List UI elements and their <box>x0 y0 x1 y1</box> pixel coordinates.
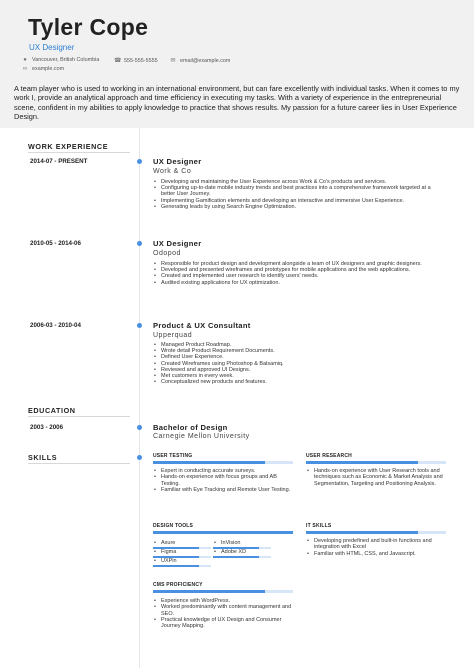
list-item: • Managed Product Roadmap. <box>153 342 443 348</box>
list-item: • Implementing Gamification elements and developing an interactive and immersive User Experience. <box>153 198 443 204</box>
list-item: • Created Wireframes using Photoshop & Balsamiq. <box>153 361 443 367</box>
list-item: • Met customers in every week. <box>153 373 443 379</box>
phone-icon: ☎ <box>114 58 122 64</box>
tool-name: • UXPin <box>153 558 177 564</box>
job-dates: 2006-03 - 2010-04 <box>30 322 81 329</box>
skill-heading-it-skills: IT SKILLS <box>306 523 332 529</box>
education-school: Carnegie Mellon University <box>153 433 250 440</box>
job-dates: 2010-05 - 2014-06 <box>30 240 81 247</box>
list-item: • Responsible for product design and development alongside a team of UX designers and graphic designers. <box>153 261 443 267</box>
tool-level-bar <box>153 565 211 567</box>
skill-level-bar <box>153 531 293 534</box>
skill-bullets <box>153 468 295 493</box>
list-item: • Developing predefined and built-in functions and integration with Excel <box>306 538 446 551</box>
timeline-dot <box>137 455 142 460</box>
tool-name: • Adobe XD <box>213 549 246 555</box>
list-item: • Wrote detail Product Requirement Documents. <box>153 348 443 354</box>
candidate-name: Tyler Cope <box>28 14 149 40</box>
education-degree: Bachelor of Design <box>153 423 228 432</box>
list-item: • Hands-on experience with focus groups and AB Testing. <box>153 474 295 487</box>
timeline-line <box>139 128 140 668</box>
skill-level-bar <box>153 590 293 593</box>
skill-level-bar <box>153 461 293 464</box>
skill-level-bar <box>306 461 446 464</box>
section-divider <box>28 416 130 417</box>
list-item: • Developing and maintaining the User Experience across Work & Co's products and services. <box>153 179 443 185</box>
skill-heading-design-tools: DESIGN TOOLS <box>153 523 194 529</box>
resume-header <box>0 0 474 128</box>
email-icon: ✉ <box>170 58 176 64</box>
section-divider <box>28 152 130 153</box>
tool-level-bar <box>213 556 271 558</box>
skill-bullets <box>306 538 446 557</box>
tool-level-fill <box>213 556 259 558</box>
job-bullets <box>153 179 443 210</box>
section-title-work: WORK EXPERIENCE <box>28 142 109 151</box>
professional-summary: A team player who is used to working in an international environment, but can fare excellently with individual tasks. When it comes to my work I, provide an analytical approach and time efficiency in executing my tasks. With a variety of experience in the entrepreneurial scene, confident in my abilities to apply knowledge to practice that shows results. My passion for a future career lies in User Experience Design. <box>14 84 460 121</box>
skill-level-bar <box>306 531 446 534</box>
list-item: • Configuring up-to-date mobile industry trends and best practices into a comprehensive framework targeted at a better User Journey. <box>153 185 443 197</box>
list-item: • Hands-on experience with User Research tools and techniques such as Economic & Market Analysis and Segmentation, Targeting and Positioning Analysis. <box>306 468 446 487</box>
list-item: • Generating leads by using Search Engine Optimization. <box>153 204 443 210</box>
list-item: • Developed and presented wireframes and prototypes for mobile applications and the web applications. <box>153 267 443 273</box>
job-dates: 2014-07 - PRESENT <box>30 158 88 165</box>
timeline-dot <box>137 241 142 246</box>
skill-level-fill <box>153 461 265 464</box>
tool-name: • Figma <box>153 549 176 555</box>
timeline-dot <box>137 159 142 164</box>
job-company: Upperquad <box>153 332 193 339</box>
website-text[interactable]: example.com <box>32 66 65 72</box>
skill-heading-user-research: USER RESEARCH <box>306 453 352 459</box>
location-text: Vancouver, British Columbia <box>32 57 100 63</box>
tool-name: • InVision <box>213 540 240 546</box>
skill-heading-cms: CMS PROFICIENCY <box>153 582 203 588</box>
contact-location <box>22 57 99 63</box>
tool-name: • Axure <box>153 540 175 546</box>
skill-bullets <box>153 598 295 629</box>
job-title: UX Designer <box>153 157 202 166</box>
list-item: • Worked predominantly with content management and SEO. <box>153 604 295 617</box>
list-item: • Audited existing applications for UX optimization. <box>153 280 443 286</box>
list-item: • Familiar with HTML, CSS, and Javascript. <box>306 551 446 557</box>
job-company: Odopod <box>153 250 181 257</box>
education-dates: 2003 - 2006 <box>30 424 64 431</box>
skill-level-fill <box>153 590 265 593</box>
job-title: Product & UX Consultant <box>153 321 251 330</box>
skill-bullets <box>306 468 446 487</box>
timeline-dot <box>137 323 142 328</box>
email-text[interactable]: email@example.com <box>180 57 231 64</box>
job-title: UX Designer <box>153 239 202 248</box>
list-item: • Reviewed and approved UI Designs. <box>153 367 443 373</box>
section-divider <box>28 463 130 464</box>
list-item: • Conceptualized new products and features. <box>153 379 443 385</box>
list-item: • Experience with WordPress. <box>153 598 295 604</box>
list-item: • Defined User Experience. <box>153 354 443 360</box>
contact-email[interactable] <box>170 57 230 64</box>
location-pin-icon: ● <box>23 57 27 63</box>
skill-level-fill <box>306 531 418 534</box>
list-item: • Expert in conducting accurate surveys. <box>153 468 295 474</box>
timeline-dot <box>137 425 142 430</box>
skill-level-fill <box>153 531 293 534</box>
list-item: • Familiar with Eye Tracking and Remote User Testing. <box>153 487 295 493</box>
job-bullets <box>153 342 443 385</box>
tool-level-fill <box>153 565 199 567</box>
job-bullets <box>153 261 443 286</box>
contact-website[interactable] <box>22 66 64 72</box>
section-title-education: EDUCATION <box>28 406 76 415</box>
candidate-role: UX Designer <box>29 43 75 52</box>
job-company: Work & Co <box>153 168 192 175</box>
skill-heading-user-testing: USER TESTING <box>153 453 193 459</box>
contact-phone <box>114 57 158 64</box>
list-item: • Practical knowledge of UX Design and Consumer Journey Mapping. <box>153 617 295 630</box>
phone-text: 555-555-5555 <box>124 57 158 64</box>
link-icon: ∞ <box>22 66 28 72</box>
section-title-skills: SKILLS <box>28 453 58 462</box>
skill-level-fill <box>306 461 418 464</box>
list-item: • Created and implemented user research to identify users' needs. <box>153 273 443 279</box>
